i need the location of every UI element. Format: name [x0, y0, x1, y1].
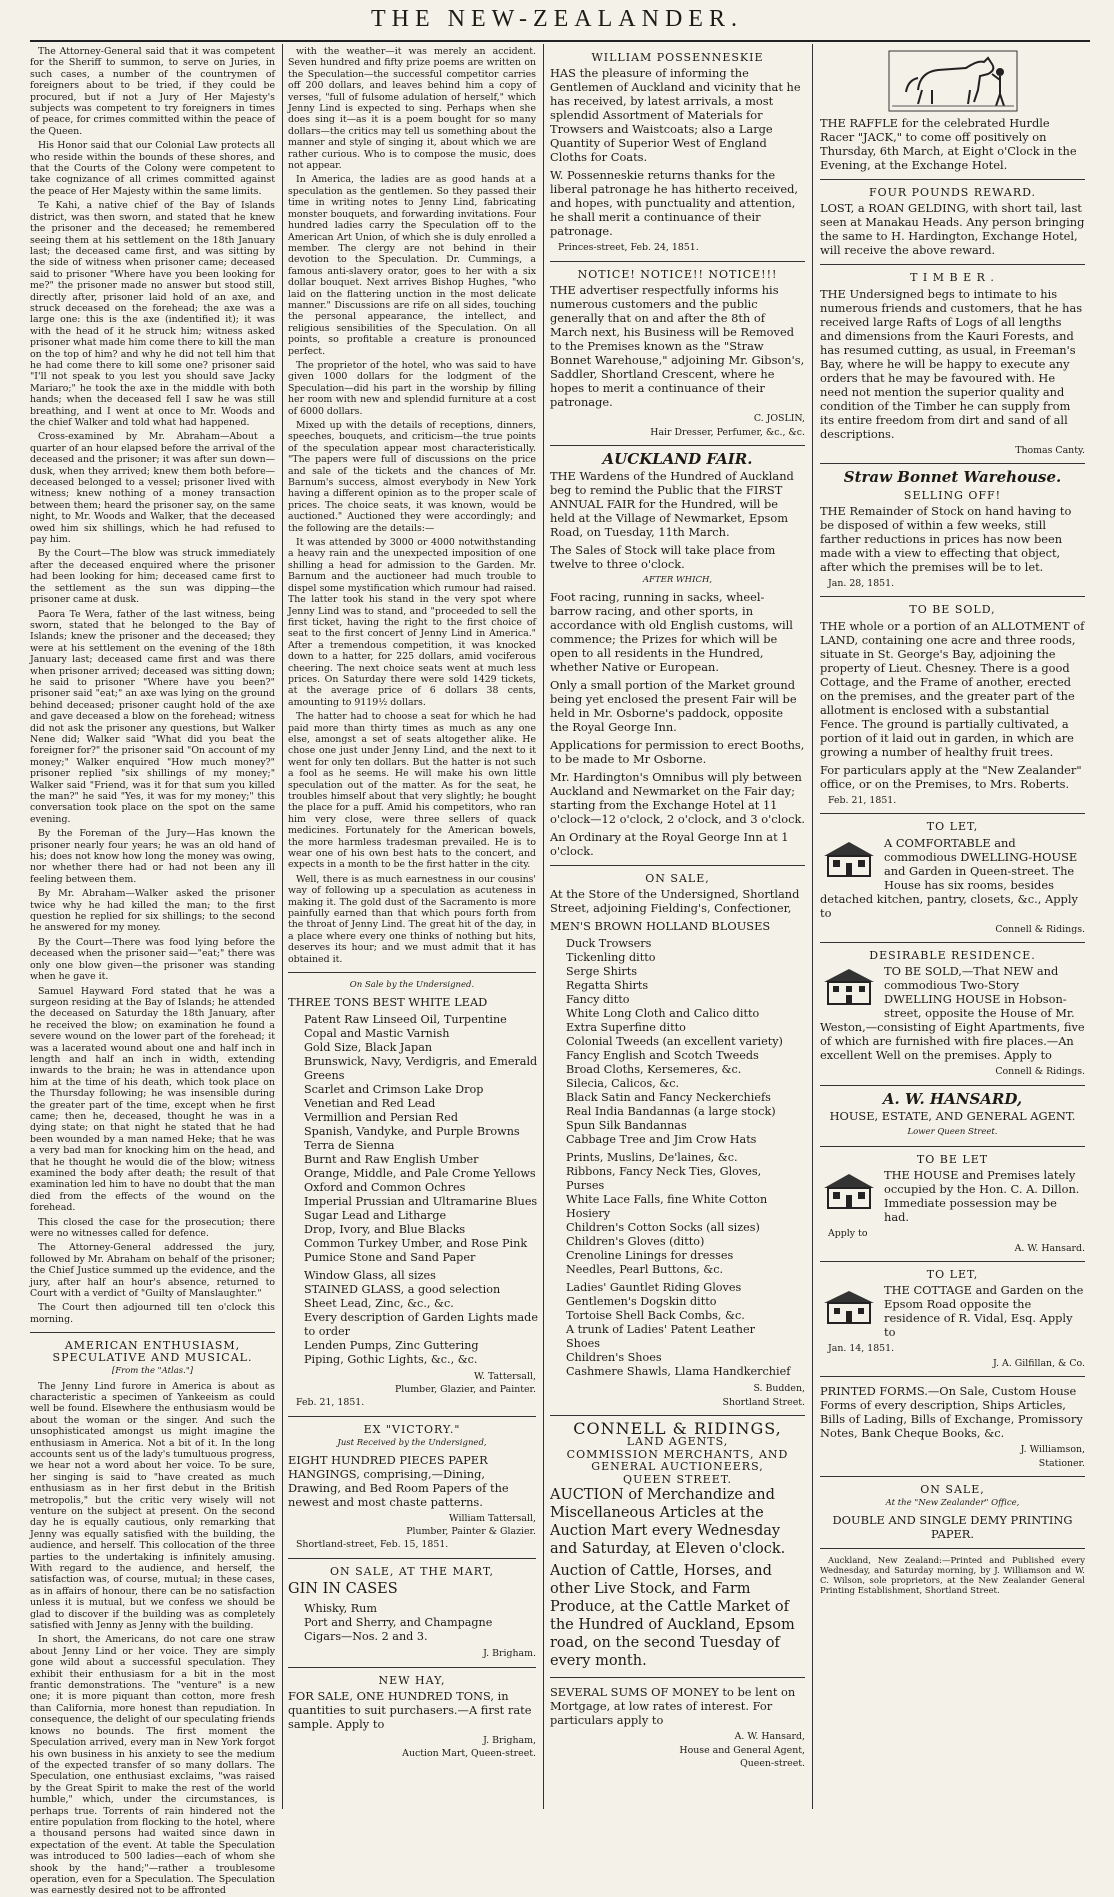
ad-subtitle: Just Received by the Undersigned,: [337, 1438, 487, 1449]
list-item: Regatta Shirts: [566, 979, 649, 993]
divider: [550, 261, 805, 262]
ad-body: An Ordinary at the Royal George Inn at 1 o'clock.: [550, 829, 789, 858]
ad-body: DOUBLE AND SINGLE DEMY PRINTING PAPER.: [832, 1512, 1073, 1541]
divider: [820, 1085, 1085, 1086]
list-item: Greens: [304, 1068, 345, 1082]
paragraph: Well, there is as much earnestness in our cousins' way of following up a speculation as acuteness in making it. The gold dust of the Sacramento is more painfully earned than that which pours forth from the throat of Jenny Lind. The great hit of the day, in a place where every one thinks of nothing but hits, deserves its hour; and we must admit that it has obtained it.: [288, 873, 536, 965]
ad-allotment: [820, 604, 1085, 806]
horse-illustration: [888, 50, 1018, 112]
signature-title: Plumber, Painter & Glazier.: [406, 1525, 536, 1537]
ad-body: Only a small portion of the Market ground being yet enclosed the present Fair will be held in Mr. Osborne's paddock, opposite the Royal George Inn.: [550, 677, 797, 734]
list-item: Burnt and Raw English Umber: [304, 1152, 479, 1166]
ad-body: Foot racing, running in sacks, wheel-barrow racing, and other sports, in accordance with old English customs, will commence; the Prizes for which will be open to all residents in the Hundred, whether Native or European.: [550, 589, 793, 674]
column-2: [288, 46, 536, 1806]
signature: J. Brigham,: [483, 1734, 536, 1746]
paragraph: By the Court—There was food lying before the deceased when the prisoner said—"eat;" there was only one blow given—the prisoner was standing when he gave it.: [30, 936, 275, 983]
ad-body: AUCTION of Merchandize and Miscellaneous Articles at the Auction Mart every Wednesday and Saturday, at Eleven o'clock.: [550, 1487, 786, 1558]
ad-line: GENERAL AUCTIONEERS,: [591, 1460, 764, 1474]
item-list: [304, 1602, 536, 1644]
list-item: Sheet Lead, Zinc, &c., &c.: [304, 1296, 454, 1310]
paragraph: The Attorney-General addressed the jury, followed by Mr. Abraham on behalf of the prisoner; the Chief Justice summed up the evidence, and the jury, after half an hour's absence, returned to Court with a verdict of "Guilty of Manslaughter.": [30, 1242, 275, 1300]
list-item: Serge Shirts: [566, 965, 638, 979]
paragraph: The Attorney-General said that it was competent for the Sheriff to summon, to serve on Juries, in such cases, a number of the countrymen of foreigners about to be tried, if they could be procured, but if not a Jury of Her Majesty's subjects was competent to try foreigners in times of peace, for crimes committed within the peace of the Queen.: [30, 46, 275, 137]
list-item: Gold Size, Black Japan: [304, 1040, 433, 1054]
ad-title: Straw Bonnet Warehouse.: [843, 468, 1062, 487]
column-3: [550, 46, 805, 1806]
divider: [820, 1146, 1085, 1147]
list-item: White Long Cloth and Calico ditto: [566, 1007, 760, 1021]
ad-new-hay: [288, 1675, 536, 1760]
list-item: Tortoise Shell Back Combs, &c.: [566, 1309, 745, 1323]
ad-date: Feb. 21, 1851.: [828, 794, 897, 806]
divider: [288, 1667, 536, 1668]
signature: S. Budden,: [753, 1383, 805, 1395]
ad-possenneskie: [550, 52, 805, 254]
article-body: [30, 1381, 275, 1897]
signature: A. W. Hansard,: [734, 1731, 805, 1743]
list-item: Pumice Stone and Sand Paper: [304, 1250, 476, 1264]
list-item: Venetian and Red Lead: [304, 1096, 436, 1110]
signature-title: Queen-street.: [740, 1757, 805, 1769]
ad-title: T I M B E R .: [910, 271, 995, 285]
list-item: Hosiery: [566, 1207, 611, 1221]
ad-to-be-let: [820, 1154, 1085, 1254]
list-item: Extra Superfine ditto: [566, 1021, 686, 1035]
list-item: Prints, Muslins, De'laines, &c.: [566, 1151, 738, 1165]
ad-subtitle: At the "New Zealander" Office,: [885, 1498, 1020, 1509]
list-item: Cigars—Nos. 2 and 3.: [304, 1630, 428, 1644]
paragraph: In short, the Americans, do not care one straw about Jenny Lind or her voice. They are simply gone wild about a successful speculation. They exhibit their enthusiasm for a bit in the most frantic demonstrations. The "venture" is a new one; it is more piquant than cotton, more fresh than California, more honest than repudiation. In consequence, the delight of our speculating friends knows no bounds. The first moment the Speculation arrived, every man in New York forgot his own business in his anxiety to see the medium of the expected transfer of so many dollars. The Speculation, one enthusiast exclaims, "was raised by the Great Spirit to make the rest of the world humble," which, under the circumstances, is perhaps true. Torrents of rain hindered not the entire population from flocking to the hotel, where a thousand persons had waited since dawn in expectation of the event. At table the Speculation was introduced to 500 ladies—each of whom she shook by the hand;"—rather a troublesome operation, even for a Speculation. The Speculation was earnestly desired not to be affronted: [30, 1634, 275, 1897]
list-item: Whisky, Rum: [304, 1602, 377, 1616]
divider: [820, 813, 1085, 814]
column-rule: [282, 44, 283, 1809]
ad-body: THE whole or a portion of an ALLOTMENT of LAND, containing one acre and three roods, situate in St. George's Bay, adjoining the property of Lieut. Chesney. There is a good Cottage, and the Frame of another, erected on the premises, and the greater part of the allotment is enclosed with a substantial Fence. The ground is partially cultivated, a portion of it laid out in garden, in which are growing a number of healthy fruit trees.: [820, 618, 1085, 759]
signature-title: Stationer.: [1038, 1457, 1085, 1469]
ad-lead: GIN IN CASES: [288, 1581, 398, 1598]
ad-body: THE COTTAGE and Garden on the Epsom Road opposite the residence of R. Vidal, Esq. Apply to: [884, 1283, 1084, 1340]
list-item: Port and Sherry, and Champagne: [304, 1616, 493, 1630]
signature: J. Brigham.: [483, 1648, 536, 1660]
ad-desirable-residence: [820, 950, 1085, 1078]
list-item: Black Satin and Fancy Neckerchiefs: [566, 1091, 771, 1105]
list-item: Oxford and Common Ochres: [304, 1180, 466, 1194]
list-item: Shoes: [566, 1337, 600, 1351]
list-item: Cashmere Shawls, Llama Handkerchief: [566, 1365, 791, 1379]
ad-notice: [550, 269, 805, 438]
list-item: STAINED GLASS, a good selection: [304, 1282, 501, 1296]
house-icon: [820, 1285, 878, 1325]
ad-date: Shortland-street, Feb. 15, 1851.: [296, 1539, 449, 1551]
ad-body: THE RAFFLE for the celebrated Hurdle Racer "JACK," to come off positively on Thursday, 6th March, at Eight o'Clock in the Evening, at the Exchange Hotel.: [820, 116, 1077, 172]
signature: Connell & Ridings.: [995, 1066, 1085, 1078]
ad-body: THE HOUSE and Premises lately occupied by the Hon. C. A. Dillon. Immediate possession may be had.: [884, 1168, 1080, 1225]
ad-title: TO BE LET: [916, 1152, 989, 1166]
signature: A. W. Hansard.: [1014, 1242, 1085, 1254]
list-item: White Lace Falls, fine White Cotton: [566, 1193, 768, 1207]
ad-lead: MEN'S BROWN HOLLAND BLOUSES: [550, 919, 771, 934]
paragraph: Cross-examined by Mr. Abraham—About a quarter of an hour elapsed before the arrival of the deceased and the prisoner; it was after sun down—dusk, when they arrived; knew them both before—deceased belonged to a vessel; prisoner lived with witness; knew nothing of a money transaction between them; heard the prisoner say, on the same night, to Mr. Woods and Walker, that the deceased owed him six shillings, which he had refused to pay him.: [30, 431, 275, 546]
item-list: [304, 1013, 536, 1265]
ad-subtitle: SELLING OFF!: [903, 488, 1002, 502]
paragraph: By the Foreman of the Jury—Has known the prisoner nearly four years; he was an old hand of his; does not know how long the money was owing, nor whether there had or had not been any ill feeling between them.: [30, 828, 275, 885]
paragraph: By Mr. Abraham—Walker asked the prisoner twice why he had killed the man; to the first question he replied for six shillings; to the second he answered for my money.: [30, 888, 275, 934]
ad-body: EIGHT HUNDRED PIECES PAPER HANGINGS, comprising,—Dining, Drawing, and Bed Room Papers of the newest and most chaste patterns.: [288, 1452, 509, 1509]
divider: [288, 972, 536, 973]
ad-date: Jan. 28, 1851.: [828, 578, 895, 590]
ad-body: THE Remainder of Stock on hand having to be disposed of within a few weeks, still farther reductions in prices has now been made with a view to effecting that object, after which the premises will be to let.: [820, 504, 1072, 575]
masthead: THE NEW-ZEALANDER.: [371, 6, 743, 32]
signature: C. JOSLIN,: [753, 413, 805, 425]
ad-raffle: [820, 50, 1085, 172]
ad-straw-bonnet: [820, 468, 1085, 590]
divider: [550, 865, 805, 866]
divider: [820, 1548, 1085, 1549]
ad-body: THE Undersigned begs to intimate to his numerous friends and customers, that he has received large Rafts of Logs of all lengths and dimensions from the Kauri Forests, and has resumed cutting, as usual, in Freeman's Bay, where he will be happy to execute any orders that he may be favoured with. He need not mention the superior quality and condition of the Timber he can supply from its entire freedom from dirt and sand of all descriptions.: [820, 286, 1083, 441]
ad-hansard: [820, 1089, 1085, 1139]
paragraph: Samuel Hayward Ford stated that he was a surgeon residing at the Bay of Islands; he attended the deceased on Saturday the 18th January, after he received the blow; on examination he found a severe wound on the lower part of the forehead; it was a lacerated wound about one and half inch in length and half an inch in width, extending inwards to the brain; he was in attendance upon him at the time of his death, which took place on the Thursday following; he was insensible during the greater part of the time, except when he first came; then he, deceased, thought he was in a dying state; on that night he stated that he had been wounded by a man named Heke; that he was a very bad man for knocking him on the head, and that he thought he would die of the blow; witness examined the body after death; the result of that examination led him to have no doubt that the man died from the effects of the wound on the forehead.: [30, 985, 275, 1214]
list-item: Broad Cloths, Kersemeres, &c.: [566, 1063, 742, 1077]
ad-date: Feb. 21, 1851.: [296, 1397, 365, 1409]
divider: [820, 463, 1085, 464]
list-item: Patent Raw Linseed Oil, Turpentine: [304, 1012, 507, 1026]
ad-subtitle: Lower Queen Street.: [907, 1127, 998, 1138]
paragraph: In America, the ladies are as good hands at a speculation as the gentlemen. So they passed their time in writing notes to Jenny Lind, fabricating monster bouquets, and forwarding invitations. Four hundred ladies carry the Speculation off to the American Art Union, of which she is duly enrolled a member. The clergy are not behind in their devotion to the Speculation. Dr. Cummings, a famous anti-slavery orator, goes to her with a six dollar bouquet. Next arrives Bishop Hughes, "who laid on the flattering unction in the most delicate manner." Discussions are rife on all sides, touching the personal appearance, the intellect, and religious sensibilities of the Speculation. On all points, so profitable a creature is pronounced perfect.: [288, 174, 536, 357]
ad-body: HAS the pleasure of informing the Gentlemen of Auckland and vicinity that he has received, by latest arrivals, a most splendid Assortment of Materials for Trowsers and Waistcoats; also a Large Quantity of Superior West of England Cloths for Coats.: [550, 66, 801, 165]
court-report: [30, 46, 275, 1325]
list-item: Children's Gloves (ditto): [566, 1235, 705, 1249]
ad-reward: [820, 187, 1085, 257]
signature: J. Williamson,: [1020, 1444, 1085, 1456]
ad-title: ON SALE, AT THE MART,: [329, 1564, 495, 1578]
list-item: Scarlet and Crimson Lake Drop: [304, 1082, 484, 1096]
paragraph: It was attended by 3000 or 4000 notwithstanding a heavy rain and the unexpected imposition of one shilling a head for admission to the Garden. Mr. Barnum and the auctioneer had much trouble to dispel some mystification which rumour had raised. The latter took his stand in the very spot where Jenny Lind was to stand, and "proceeded to sell the first ticket, having the right to the first choice of seat to the first concert of Jenny Lind in America." After a tremendous competition, it was knocked down to a hatter, for 225 dollars, amid vociferous cheering. The next choice seats went at much less prices. On Saturday there were sold 1429 tickets, at the average price of 6 dollars 38 cents, amounting to 9119½ dollars.: [288, 537, 536, 708]
ad-title: NOTICE! NOTICE!! NOTICE!!!: [577, 267, 778, 281]
ad-body: TO BE SOLD,—That NEW and commodious Two-Story DWELLING HOUSE in Hobson-street, opposite the House of Mr. Weston,—consisting of Eight Apartments, five of which are furnished with fire places.—An excellent Well on the premises. Apply to: [820, 964, 1085, 1063]
ad-timber: [820, 272, 1085, 456]
ad-title: TO BE SOLD,: [909, 603, 996, 617]
list-item: Window Glass, all sizes: [304, 1268, 436, 1282]
list-item: Sugar Lead and Litharge: [304, 1208, 447, 1222]
signature: J. A. Gilfillan, & Co.: [993, 1357, 1085, 1369]
article-title: AMERICAN ENTHUSIASM, SPECULATIVE AND MUSICAL.: [52, 1339, 253, 1364]
paragraph: The hatter had to choose a seat for which he had paid more than thirty times as much as any one else, amongst a set of seats altogether alike. He chose one just under Jenny Lind, and the next to it went for only ten dollars. But the hatter is not such a fool as he seems. He will make his own little speculation out of the matter. As for the seat, he troubles himself about that very slightly; he bought the place for a puff. Amid his competitors, who ran him very close, were three sellers of quack medicines. Fortunately for the American bowels, the more harmless tradesman prevailed. He is to wear one of his own best hats to the concert, and expects in a month to be the first hatter in the city.: [288, 711, 536, 871]
signature-title: Shortland Street.: [722, 1396, 805, 1408]
list-item: Lenden Pumps, Zinc Guttering: [304, 1338, 479, 1352]
ad-title: CONNELL & RIDINGS,: [573, 1419, 782, 1439]
list-item: Ribbons, Fancy Neck Ties, Gloves,: [566, 1165, 762, 1179]
signature: William Tattersall,: [449, 1512, 536, 1524]
list-item: Brunswick, Navy, Verdigris, and Emerald: [304, 1054, 538, 1068]
list-item: Piping, Gothic Lights, &c., &c.: [304, 1352, 478, 1366]
list-item: Real India Bandannas (a large stock): [566, 1105, 776, 1119]
ad-cottage: [820, 1269, 1085, 1369]
column-4: [820, 46, 1085, 1806]
ad-heading: On Sale by the Undersigned.: [349, 980, 475, 991]
paragraph: This closed the case for the prosecution; there were no witnesses called for defence.: [30, 1216, 275, 1240]
ad-title: TO LET,: [926, 1267, 979, 1281]
ad-title: NEW HAY,: [378, 1673, 446, 1687]
paragraph: His Honor said that our Colonial Law protects all who reside within the bounds of these shores, and that the Courts of the Colony were competent to take cognizance of all crimes committed against the peace of Her Majesty within the same limits.: [30, 140, 275, 197]
item-list: [566, 1151, 805, 1277]
divider: [288, 1416, 536, 1417]
divider: [550, 1415, 805, 1416]
ad-title: AUCKLAND FAIR.: [602, 450, 753, 469]
divider: [820, 264, 1085, 265]
list-item: Colonial Tweeds (an excellent variety): [566, 1035, 783, 1049]
paragraph: The Jenny Lind furore in America is about as characteristic a specimen of Yankeeism as could well be found. Elsewhere the enthusiasm would be about the woman or the singer. And such the unsophisticated amongst us might imagine the enthusiasm in America. Not a bit of it. In the long accounts sent us of the lady's tumultuous progress, we hear not a word about her voice. To be sure, her singing is said to "have created as much enthusiasm as in her first debut in the British metropolis," but the critic very wisely will not venture on the subject at present. On the second day he is equally cautious, only remarking that Jenny was equally satisfied with the building, the audience, and herself. This collocation of the three parties to the undertaking is infinitely amusing. With regard to the audience, and herself, the satisfaction was, of course, mutual; in these cases, as in affairs of honour, there can be no satisfaction unless it is mutual, but we confess we should be glad to discover if the building was as completely satisfied with Jenny as Jenny with the building.: [30, 1380, 275, 1632]
house-icon: [820, 838, 878, 878]
column-1: [30, 46, 275, 1897]
ad-apply: Apply to: [828, 1228, 868, 1240]
item-list: [304, 1269, 536, 1367]
ad-line: LAND AGENTS,: [626, 1435, 729, 1449]
list-item: to order: [304, 1324, 351, 1338]
ad-body: FOR SALE, ONE HUNDRED TONS, in quantities to suit purchasers.—A first rate sample. Apply to: [288, 1688, 532, 1731]
ad-gin: [288, 1566, 536, 1660]
signature-title: Plumber, Glazier, and Painter.: [394, 1383, 536, 1395]
ad-title: ON SALE,: [645, 871, 710, 885]
ad-body: Auction of Cattle, Horses, and other Live Stock, and Farm Produce, at the Cattle Market of the Hundred of Auckland, Epsom road, on the second Tuesday of every month.: [550, 1563, 795, 1670]
ad-date: Princes-street, Feb. 24, 1851.: [558, 242, 699, 254]
divider: [820, 1476, 1085, 1477]
ad-body: HOUSE, ESTATE, AND GENERAL AGENT.: [829, 1109, 1076, 1124]
list-item: Gentlemen's Dogskin ditto: [566, 1295, 717, 1309]
list-item: Spun Silk Bandannas: [566, 1119, 687, 1133]
divider: [30, 1332, 275, 1333]
ad-body: W. Possenneskie returns thanks for the liberal patronage he has hitherto received, and hopes, with punctuality and attention, he shall merit a continuance of their patronage.: [550, 168, 799, 239]
ad-to-let-queen-street: [820, 821, 1085, 935]
divider: [550, 445, 805, 446]
ad-auckland-fair: [550, 450, 805, 858]
divider: [820, 942, 1085, 943]
list-item: Every description of Garden Lights made: [304, 1310, 538, 1324]
list-item: Drop, Ivory, and Blue Blacks: [304, 1222, 466, 1236]
signature-title: House and General Agent,: [679, 1744, 805, 1756]
ad-title: WILLIAM POSSENNESKIE: [591, 51, 764, 64]
ad-body: The Sales of Stock will take place from twelve to three o'clock.: [550, 543, 776, 572]
ad-printing-paper: [820, 1484, 1085, 1541]
paragraph: Te Kahi, a native chief of the Bay of Islands district, was then sworn, and stated that he knew the prisoner and the deceased; he remembered seeing them at his settlement on the 18th January last; the deceased came first, and was sitting by the side of witness when prisoner came; deceased said to prisoner "Where have you been looking for me?" the prisoner made no answer but stood still, directly after, prisoner laid hold of an axe, and struck deceased on the forehead; the axe was a large one: this is the axe (indentified it); it was with the head of it he struck him; witness asked prisoner what made him come there to kill the man on the top of him? and why he did not tell him that he had come there to kill some one? prisoner said "I'll not speak to you lest you should save Jacky Mariaro;" he took the axe in the middle with both hands; when the deceased fell I saw he was still breathing, and I went at once to Mr. Woods and the chief Walker and told what had happened.: [30, 200, 275, 428]
divider: [288, 1558, 536, 1559]
ad-subheading: AFTER WHICH,: [642, 575, 713, 586]
article-continuation: [288, 46, 536, 965]
ad-date: Jan. 14, 1851.: [828, 1343, 895, 1355]
ad-title: ON SALE,: [920, 1482, 985, 1496]
ad-connell-ridings: [550, 1419, 805, 1670]
list-item: Children's Shoes: [566, 1351, 662, 1365]
list-item: Orange, Middle, and Pale Crome Yellows: [304, 1166, 536, 1180]
list-item: Silecia, Calicos, &c.: [566, 1077, 680, 1091]
ad-body: Applications for permission to erect Booths, to be made to Mr Osborne.: [550, 737, 805, 766]
ad-ex-victory: [288, 1424, 536, 1551]
paragraph: The proprietor of the hotel, who was said to have given 1000 dollars for the lodgment of the Speculation—did his part in the worship by filling her room with new and splendid furniture at a cost of 6000 dollars.: [288, 359, 536, 417]
list-item: Spanish, Vandyke, and Purple Browns: [304, 1124, 520, 1138]
paragraph: By the Court—The blow was struck immediately after the deceased enquired where the prisoner had been looking for him; deceased came first to the settlement as the sun was dipping—the prisoner came at dusk.: [30, 548, 275, 606]
list-item: Needles, Pearl Buttons, &c.: [566, 1263, 724, 1277]
imprint: Auckland, New Zealand:—Printed and Published every Wednesday, and Saturday morning, by J. Williamson and W. C. Wilson, sole proprietors, at the New Zealander General Printing Establishment, Shortland Street.: [820, 1555, 1085, 1596]
list-item: Tickenling ditto: [566, 951, 656, 965]
ad-body: THE advertiser respectfully informs his numerous customers and the public generally that on and after the 8th of March next, his Business will be Removed to the Premises known as the "Straw Bonnet Warehouse," adjoining Mr. Gibson's, Saddler, Shortland Crescent, where he hopes to merit a continuance of their patronage.: [550, 283, 805, 410]
signature-title: Auction Mart, Queen-street.: [402, 1748, 536, 1760]
divider: [820, 1376, 1085, 1377]
ad-title: EX "VICTORY.": [363, 1422, 461, 1436]
ad-title: A. W. HANSARD,: [882, 1089, 1023, 1108]
ad-body: THE Wardens of the Hundred of Auckland beg to remind the Public that the FIRST ANNUAL FAIR for the Hundred, will be held at the Village of Newmarket, Epsom Road, on Tuesday, 11th March.: [550, 469, 794, 540]
list-item: Imperial Prussian and Ultramarine Blues: [304, 1194, 538, 1208]
ad-title: TO LET,: [926, 820, 979, 834]
column-rule: [812, 44, 813, 1809]
list-item: Cabbage Tree and Jim Crow Hats: [566, 1133, 757, 1147]
ad-lead-text: THREE TONS BEST WHITE LEAD: [288, 994, 488, 1009]
signature: Connell & Ridings.: [995, 923, 1085, 935]
list-item: Crenoline Linings for dresses: [566, 1249, 734, 1263]
ad-title: DESIRABLE RESIDENCE.: [869, 949, 1036, 963]
item-list: [566, 937, 805, 1147]
item-list: [566, 1281, 805, 1379]
ad-line: COMMISSION MERCHANTS, AND: [566, 1447, 789, 1461]
list-item: Purses: [566, 1179, 605, 1193]
paragraph: The Court then adjourned till ten o'clock this morning.: [30, 1302, 275, 1325]
house-icon: [820, 966, 878, 1006]
list-item: Fancy ditto: [566, 993, 630, 1007]
ad-money-to-lend: [550, 1685, 805, 1769]
paragraph: Mixed up with the details of receptions, dinners, speeches, bouquets, and criticism—the true points of the speculation appear most characteristically. "The papers were full of discussions on the price and sale of the tickets and the chances of Mr. Barnum's success, almost everybody in New York having a different opinion as to the proper scale of prices. The choice seats, it was known, would be auctioned." Auctioned they were accordingly; and the following are the details:—: [288, 420, 536, 534]
article-source: [From the "Atlas."]: [111, 1366, 194, 1377]
ad-intro: At the Store of the Undersigned, Shortland Street, adjoining Fielding's, Confectioner,: [550, 887, 800, 916]
paragraph: Paora Te Wera, father of the last witness, being sworn, stated that he belonged to the Bay of Islands; knew the prisoner and the deceased; they were at his settlement on the evening of the 18th January last; deceased came first and was there when prisoner arrived; deceased was sitting down; he said to prisoner "Where have you been?" prisoner said "eat;" an axe was lying on the ground behind deceased; prisoner caught hold of the axe and gave deceased a blow on the forehead; witness did not ask the prisoner any questions, but Walker Nene did; Walker said "What did you beat the foreigner for?" the prisoner said "On account of my money;" Walker enquired "How much money?" prisoner replied "six shillings of my money;" Walker said "Friend, was it for that sum you killed the man?" he said "Yes, it was for my money;" this conversation took place on the spot on the same evening.: [30, 608, 275, 825]
ad-body: SEVERAL SUMS OF MONEY to be lent on Mortgage, at low rates of interest. For particulars apply to: [550, 1685, 796, 1728]
ad-body: LOST, a ROAN GELDING, with short tail, last seen at Manakau Heads. Any person bringing the same to H. Hardington, Exchange Hotel, will receive the above reward.: [820, 201, 1085, 258]
column-rule: [543, 44, 544, 1809]
signature-title: Hair Dresser, Perfumer, &c., &c.: [650, 426, 805, 438]
house-icon: [820, 1170, 878, 1210]
list-item: Terra de Sienna: [304, 1138, 395, 1152]
ad-body: For particulars apply at the "New Zealander" office, or on the Premises, to Mrs. Roberts.: [820, 762, 1082, 791]
divider: [820, 179, 1085, 180]
list-item: Fancy English and Scotch Tweeds: [566, 1049, 759, 1063]
divider: [820, 596, 1085, 597]
divider: [550, 1677, 805, 1678]
signature: Thomas Canty.: [1015, 444, 1085, 456]
list-item: Copal and Mastic Varnish: [304, 1026, 450, 1040]
ad-title: FOUR POUNDS REWARD.: [868, 186, 1037, 199]
divider: [820, 1261, 1085, 1262]
ad-budden-sale: [550, 873, 805, 1408]
list-item: Common Turkey Umber, and Rose Pink: [304, 1236, 528, 1250]
list-item: A trunk of Ladies' Patent Leather: [566, 1323, 755, 1337]
masthead-rule: [30, 40, 1090, 42]
list-item: Children's Cotton Socks (all sizes): [566, 1221, 760, 1235]
ad-body: Mr. Hardington's Omnibus will ply between Auckland and Newmarket on the Fair day; starting from the Exchange Hotel at 11 o'clock—12 o'clock, 2 o'clock, and 3 o'clock.: [550, 769, 805, 826]
ad-line: QUEEN STREET.: [623, 1472, 732, 1486]
ad-lead: [288, 995, 536, 1009]
signature: W. Tattersall,: [473, 1370, 536, 1382]
ad-body: PRINTED FORMS.—On Sale, Custom House Forms of every description, Ships Articles, Bills of Lading, Bills of Exchange, Promissory Notes, Bank Cheque Books, &c.: [820, 1384, 1083, 1441]
ad-printed-forms: [820, 1384, 1085, 1469]
ad-white-lead: [288, 980, 536, 1409]
paragraph: with the weather—it was merely an accident. Seven hundred and fifty prize poems are written on the Speculation—the successful competitor carries off 200 dollars, and leaves behind him a copy of verses, "full of fulsome adulation of herself," which Jenny Lind is expected to sing. Perhaps when she does sing it—as it is a poem bought for so many dollars—the critics may tell us something about the manner and style of singing it, about which we are rather curious. Who is to compose the music, does not appear.: [288, 46, 536, 172]
list-item: Vermillion and Persian Red: [304, 1110, 458, 1124]
ad-body: A COMFORTABLE and commodious DWELLING-HOUSE and Garden in Queen-street. The House has six rooms, besides detached kitchen, pantry, closets, &c., Apply to: [820, 835, 1078, 920]
list-item: Ladies' Gauntlet Riding Gloves: [566, 1281, 742, 1295]
list-item: Duck Trowsers: [566, 937, 652, 951]
